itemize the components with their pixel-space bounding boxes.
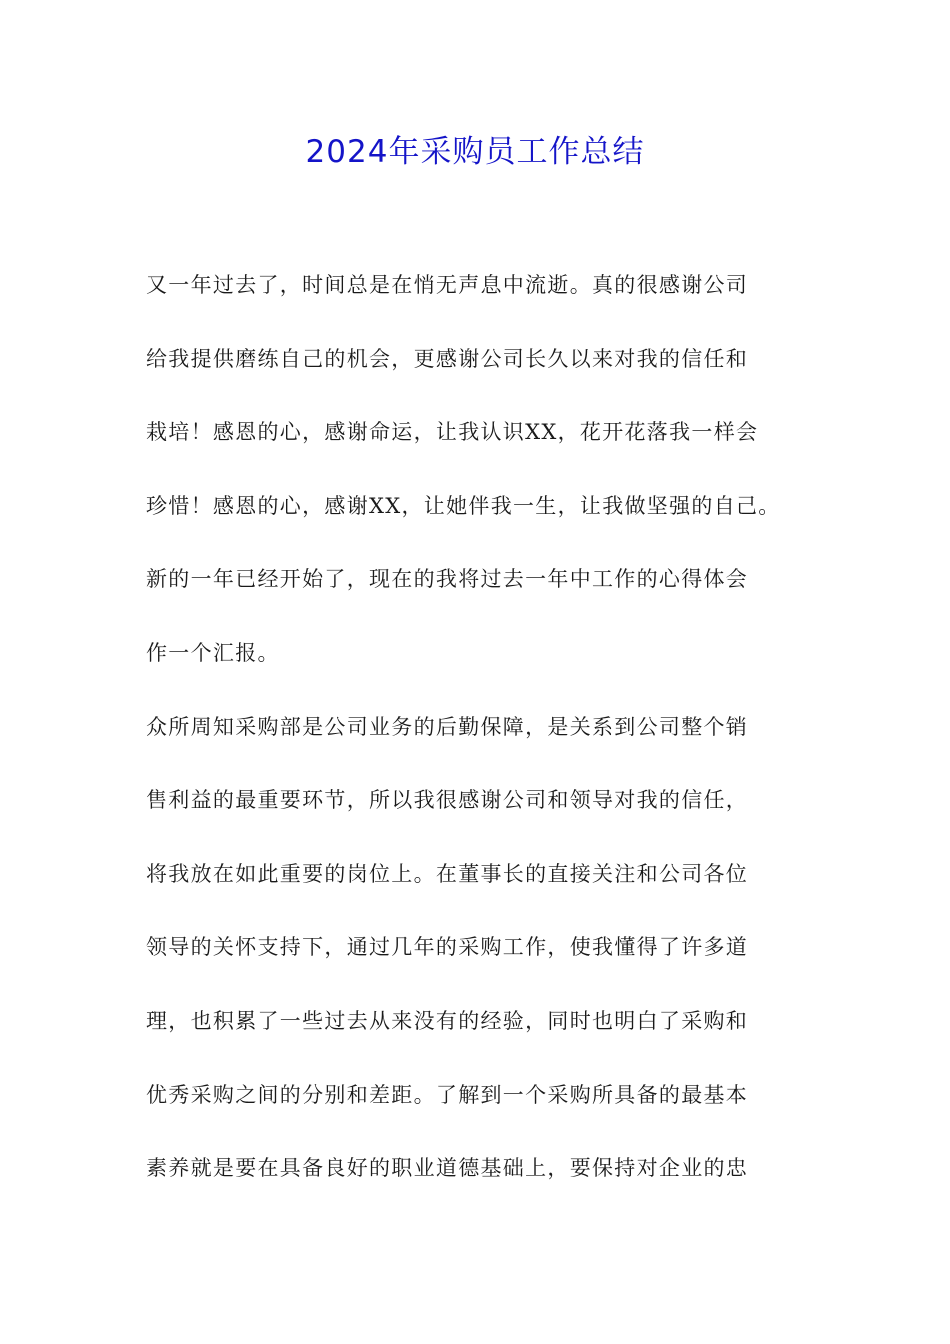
document-body bbox=[146, 262, 836, 1219]
text-line: 栽培！感恩的心，感谢命运，让我认识XX，花开花落我一样会 bbox=[146, 420, 759, 445]
text-line: 将我放在如此重要的岗位上。在董事长的直接关注和公司各位 bbox=[146, 861, 749, 886]
text-line: 给我提供磨练自己的机会，更感谢公司长久以来对我的信任和 bbox=[146, 346, 749, 371]
text-line: 珍惜！感恩的心，感谢XX，让她伴我一生，让我做坚强的自己。 bbox=[146, 493, 781, 518]
text-line: 理，也积累了一些过去从来没有的经验，同时也明白了采购和 bbox=[146, 1008, 749, 1033]
text-line: 素养就是要在具备良好的职业道德基础上，要保持对企业的忠 bbox=[146, 1156, 749, 1181]
text-line: 售利益的最重要环节，所以我很感谢公司和领导对我的信任， bbox=[146, 788, 749, 813]
text-line: 新的一年已经开始了，现在的我将过去一年中工作的心得体会 bbox=[146, 567, 749, 592]
text-line: 又一年过去了，时间总是在悄无声息中流逝。真的很感谢公司 bbox=[146, 273, 749, 297]
document-title: 2024年采购员工作总结 bbox=[305, 134, 645, 170]
text-line: 领导的关怀支持下，通过几年的采购工作，使我懂得了许多道 bbox=[146, 935, 749, 960]
text-line: 作一个汇报。 bbox=[146, 640, 280, 665]
text-line: 众所周知采购部是公司业务的后勤保障，是关系到公司整个销 bbox=[146, 714, 749, 739]
text-line: 优秀采购之间的分别和差距。了解到一个采购所具备的最基本 bbox=[146, 1082, 749, 1107]
